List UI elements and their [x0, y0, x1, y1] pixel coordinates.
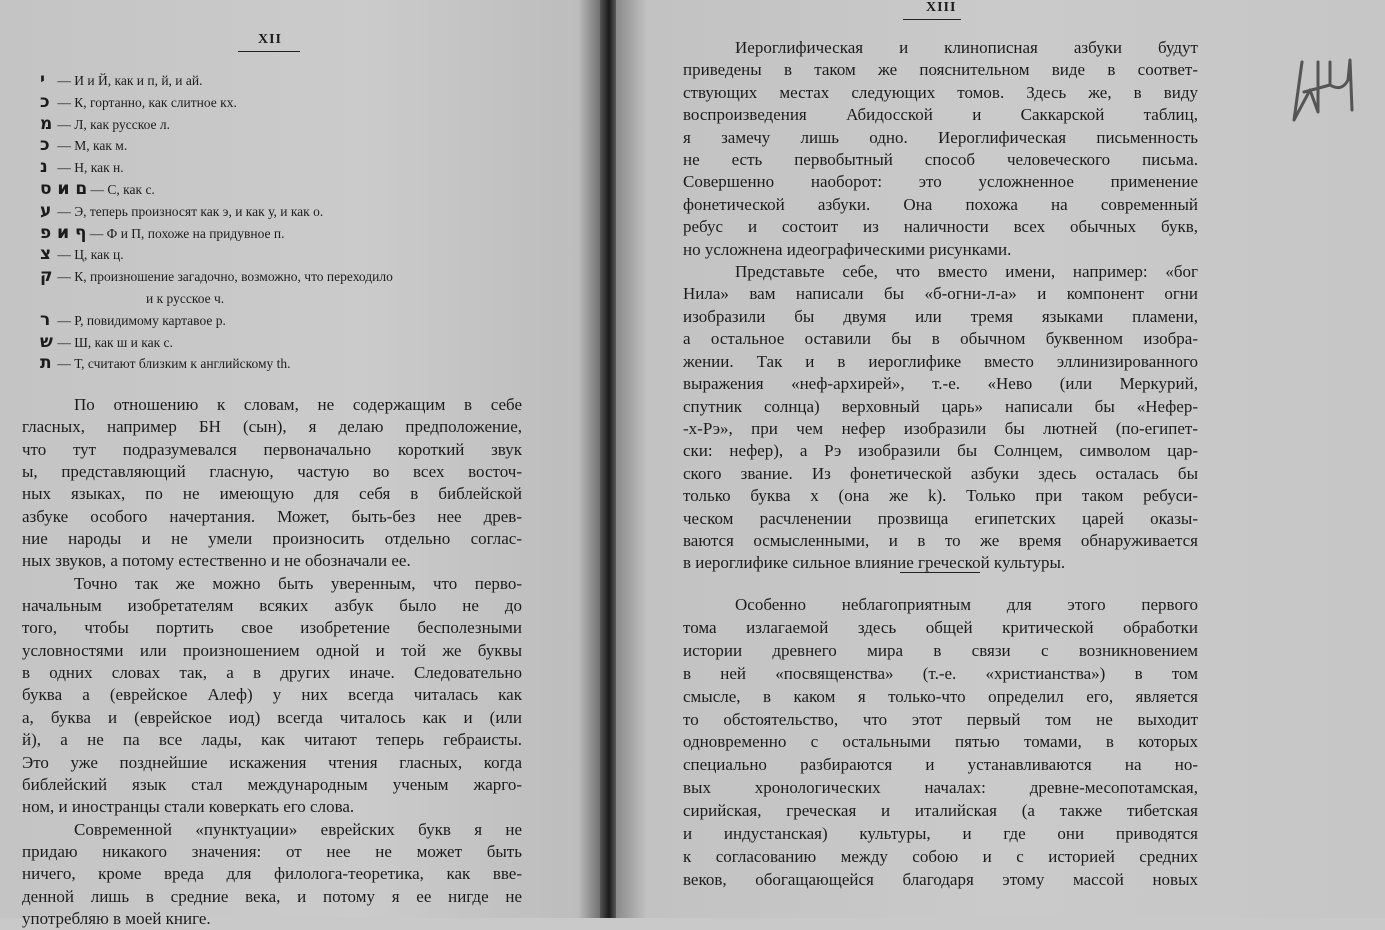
letter-entry [40, 114, 393, 136]
left-page [0, 0, 602, 928]
text-line: вых хронологических началах: древне-месопотамская, [683, 778, 1198, 798]
text-line: ски: нефер), а Рэ изобразили бы Солнцем, символом цар- [683, 441, 1198, 461]
text-line: спутник солнца) верховный царь» написали бы «Нефер- [683, 396, 1198, 416]
letter-entry [40, 310, 393, 332]
letter-description: — С, как с. [90, 181, 155, 197]
letter-entry [40, 179, 393, 201]
letter-description: — И и Й, как и п, й, и ай. [57, 73, 203, 88]
letter-description: — Ш, как ш и как с. [57, 334, 173, 350]
text-line: что тут подразумевался первоначально короткий звук [22, 439, 522, 459]
text-line: -х-Рэ», при чем нефер изобразили бы лютней (по-египет- [683, 418, 1198, 438]
text-line: к согласованию между собою и с историей средних [683, 846, 1198, 866]
page-number: XIII [926, 0, 957, 15]
text-line: истории древнего мира в связи с возникновением [683, 640, 1198, 660]
hebrew-letter: ר [40, 309, 51, 330]
text-line: веков, обогащающейся благодаря этому массой новых [683, 869, 1198, 889]
letter-entry [40, 135, 393, 157]
hebrew-letter-list [40, 70, 393, 375]
text-line: специально разбираются и устанавливаются на но- [683, 755, 1198, 775]
text-line: Совершенно наоборот: это усложненное применение [683, 172, 1198, 192]
letter-description: — Л, как русское л. [57, 116, 171, 132]
text-line: одновременно с остальными пятью томами, в которых [683, 732, 1198, 752]
hebrew-letter: צ [40, 244, 52, 265]
hebrew-letter: מ [40, 113, 53, 134]
text-line: воспроизведения Абидосской и Саккарской таблиц, [683, 105, 1198, 125]
hebrew-letter: ע [40, 200, 52, 221]
letter-entry [40, 266, 393, 288]
text-line: того, чтобы портить свое изобретение бесполезными [22, 618, 522, 638]
text-line: не есть первобытный способ человеческого письма. [683, 150, 1198, 170]
text-line: ние народы и не умели произносить отдельно соглас- [22, 529, 522, 549]
letter-entry [40, 92, 393, 114]
letter-description: — Р, повидимому картавое р. [57, 312, 226, 328]
hebrew-letter: נ [40, 157, 48, 178]
text-line: ребус и состоит из наличности всех обычных букв, [683, 217, 1198, 237]
body-text-section-2 [683, 594, 1198, 892]
text-line: й), а не па все лады, как читают теперь гебраисты. [22, 730, 522, 750]
text-line: тома излагаемой здесь общей критической обработки [683, 617, 1198, 637]
text-line: а, буква и (еврейское иод) всегда читалось как и (или [22, 707, 522, 727]
text-line: изобразили бы двумя или тремя языками пламени, [683, 306, 1198, 326]
text-line: фонетической азбуки. Она похожа на современный [683, 194, 1198, 214]
text-line: приведены в таком же пояснительном виде в соответ- [683, 60, 1198, 80]
letter-entry [40, 332, 393, 354]
header-rule [903, 19, 961, 20]
text-line: условностями или произношением одной и той же буквы [22, 640, 522, 660]
page-number: XII [258, 32, 283, 47]
text-line: а остальное оставили бы в обычном буквенном изобра- [683, 329, 1198, 349]
handwritten-mark [1290, 50, 1360, 125]
text-line: Точно так же можно быть уверенным, что перво- [74, 573, 522, 593]
hebrew-letter: פ и ף [40, 222, 87, 243]
text-line: ствующих местах следующих томов. Здесь же, в виду [683, 82, 1198, 102]
hebrew-letter: כ [40, 135, 50, 156]
letter-entry [40, 244, 393, 266]
text-line: буква а (еврейское Алеф) у них всегда читалась как [22, 685, 522, 705]
text-line: придаю никакого значения: от нее не может быть [22, 841, 522, 861]
letter-description: — Н, как н. [57, 160, 124, 176]
letter-description: — Э, теперь произносят как э, и как у, и как о. [57, 203, 324, 219]
text-line: употребляю в моей книге. [22, 908, 211, 928]
text-line: Это уже позднейшие искажения чтения гласных, когда [22, 752, 522, 772]
letter-entry [40, 70, 393, 92]
text-line: в иероглифике сильное влияние греческой культуры. [683, 553, 1066, 573]
letter-description: — К, гортанно, как слитное кх. [57, 94, 237, 110]
letter-entry [40, 223, 393, 245]
letter-entry [40, 201, 393, 223]
text-line: ы, представляющий гласную, частую во всех восточ- [22, 462, 522, 482]
text-line: в одних словах так, а в других иначе. Следовательно [22, 663, 522, 683]
text-line: ческом расчленении прозвища египетских царей оказы- [683, 508, 1198, 528]
text-line: ничего, кроме вреда для филолога-теоретика, как вве- [22, 864, 522, 884]
text-line: начальным изобретателям всяких азбук было не до [22, 596, 522, 616]
text-line: и индустанская) культуры, и где они приводятся [683, 824, 1198, 844]
letter-description: — Ф и П, похоже на придувное п. [89, 225, 285, 241]
hebrew-letter: ש [40, 331, 53, 352]
text-line: ных звуков, а потому естественно и не обозначали ее. [22, 551, 411, 571]
hebrew-letter: ס и ם [40, 178, 88, 199]
text-line: жении. Так и в иероглифике вместо эллинизированного [683, 351, 1198, 371]
text-line: азбуке особого начертания. Может, быть-без нее древ- [22, 506, 522, 526]
text-line: гласных, например БН (сын), я делаю предположение, [22, 417, 522, 437]
text-line: библейский язык стал международным ученым жарго- [22, 774, 522, 794]
letter-description: — Т, считают близким к английскому th. [57, 356, 291, 372]
letter-entry [40, 157, 393, 179]
letter-description-continued: и к русское ч. [146, 290, 225, 306]
text-line: я замечу лишь одно. Иероглифическая письменность [683, 127, 1198, 147]
text-line: сирийская, греческая и италийская (а также тибетская [683, 801, 1198, 821]
text-line: ном, и иностранцы стали коверкать его слова. [22, 797, 355, 817]
body-text [22, 394, 522, 930]
letter-description: — Ц, как ц. [57, 247, 124, 263]
text-line: то обстоятельство, что этот первый том не выходит [683, 709, 1198, 729]
letter-description: — К, произношение загадочно, возможно, что переходило [57, 269, 393, 285]
text-line: денной лишь в средние века, и потому я ее нигде не [22, 886, 522, 906]
text-line: Иероглифическая и клинописная азбуки будут [735, 38, 1198, 57]
letter-description: — М, как м. [57, 138, 128, 154]
text-line: Особенно неблагоприятным для этого первого [735, 595, 1198, 614]
letter-entry [40, 353, 393, 375]
text-line: ных языках, по не имеющую для себя в библейской [22, 484, 522, 504]
body-text-section-1 [683, 37, 1198, 575]
text-line: По отношению к словам, не содержащим в себе [74, 395, 522, 414]
text-line: Нила» вам написали бы «б-огни-л-а» и компонент огни [683, 284, 1198, 304]
hebrew-letter: ק [40, 266, 53, 287]
text-line: ваются осмысленными, и в то же время обнаруживается [683, 530, 1198, 550]
text-line: но усложнена идеографическими рисунками. [683, 239, 1012, 259]
hebrew-letter: ת [40, 353, 52, 374]
text-line: ского звание. Из фонетической азбуки здесь осталась бы [683, 463, 1198, 483]
text-line: выражения «неф-архирей», т.-е. «Нево (или Меркурий, [683, 374, 1198, 394]
header-rule [238, 51, 300, 52]
text-line: Современной «пунктуации» еврейских букв я не [74, 819, 522, 839]
text-line: Представьте себе, что вместо имени, например: «бог [735, 262, 1198, 282]
hebrew-letter: כ [40, 91, 50, 112]
text-line: смысле, в каком я только-что определил его, является [683, 686, 1198, 706]
text-line: в ней «посвященства» (т.-е. «христианства») в том [683, 663, 1198, 683]
text-line: только буква х (она же k). Только при таком ребуси- [683, 486, 1198, 506]
hebrew-letter: י [40, 70, 46, 90]
